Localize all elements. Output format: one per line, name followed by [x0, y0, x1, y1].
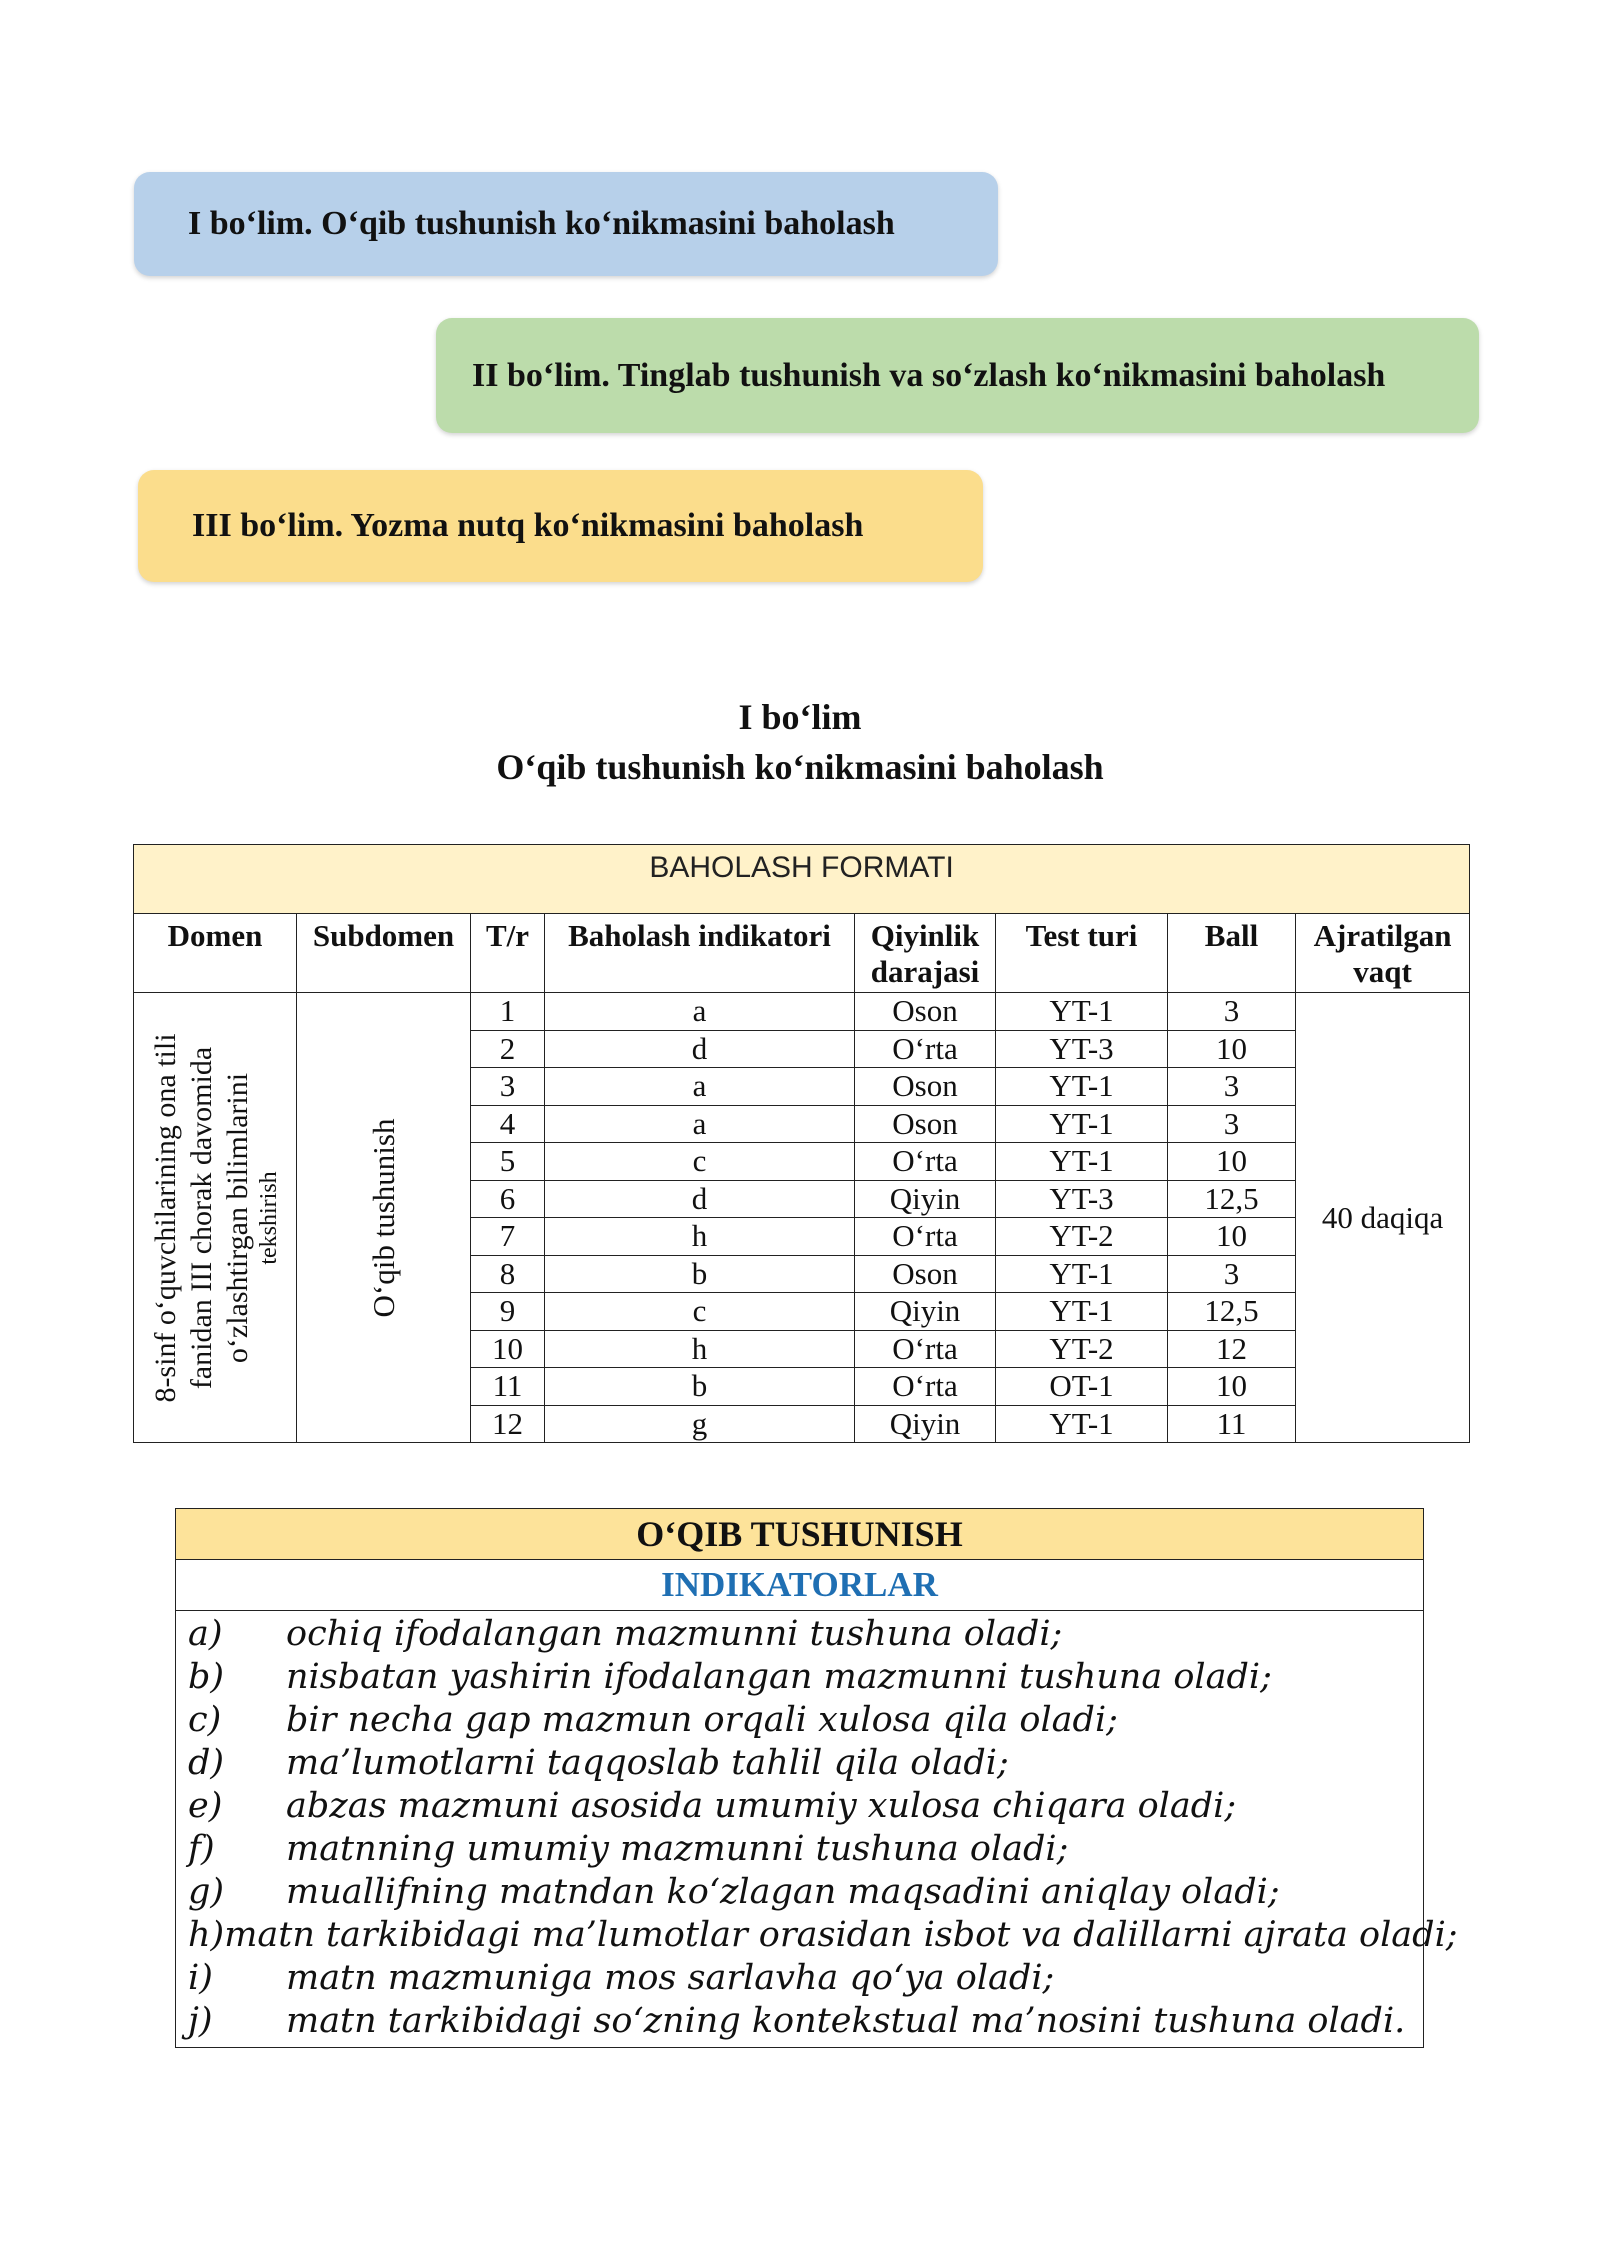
cell-indicator: c	[545, 1143, 855, 1181]
section-two-banner: II bo‘lim. Tinglab tushunish va so‘zlash ko‘nikmasini baholash	[436, 318, 1479, 433]
indicator-letter: i)	[188, 1958, 213, 1998]
cell-ball: 12,5	[1168, 1293, 1296, 1331]
cell-tr: 6	[471, 1180, 545, 1218]
header-indikator: Baholash indikatori	[545, 914, 855, 993]
cell-indicator: b	[545, 1255, 855, 1293]
indicator-item	[176, 1957, 1423, 2000]
time-cell: 40 daqiqa	[1296, 993, 1470, 1443]
indicator-letter: j)	[188, 2001, 213, 2041]
table-row	[134, 993, 1470, 1031]
cell-tr: 5	[471, 1143, 545, 1181]
subdomain-cell	[297, 993, 471, 1443]
indicator-item	[176, 1785, 1423, 1828]
indicator-text: matn mazmuniga mos sarlavha qo‘ya oladi;	[286, 1958, 1055, 1998]
cell-level: O‘rta	[855, 1330, 996, 1368]
cell-tr: 12	[471, 1405, 545, 1443]
cell-tr: 7	[471, 1218, 545, 1256]
header-tr: T/r	[471, 914, 545, 993]
cell-ball: 3	[1168, 1105, 1296, 1143]
indicator-letter: b)	[188, 1657, 225, 1697]
cell-level: Oson	[855, 1105, 996, 1143]
domain-line: 8-sinf o‘quvchilarining ona tili	[149, 1032, 182, 1403]
cell-ball: 10	[1168, 1030, 1296, 1068]
cell-tr: 9	[471, 1293, 545, 1331]
indicator-text: matnning umumiy mazmunni tushuna oladi;	[286, 1829, 1069, 1869]
cell-tr: 10	[471, 1330, 545, 1368]
cell-test-type: YT-3	[996, 1030, 1168, 1068]
cell-ball: 12	[1168, 1330, 1296, 1368]
cell-ball: 10	[1168, 1143, 1296, 1181]
indicators-subtitle: INDIKATORLAR	[176, 1560, 1423, 1611]
cell-ball: 10	[1168, 1368, 1296, 1406]
indicator-item	[176, 2000, 1423, 2043]
cell-test-type: YT-2	[996, 1218, 1168, 1256]
indicator-letter: a)	[188, 1614, 223, 1654]
header-ball: Ball	[1168, 914, 1296, 993]
format-table-body	[134, 993, 1470, 1443]
cell-indicator: a	[545, 1105, 855, 1143]
cell-tr: 11	[471, 1368, 545, 1406]
cell-ball: 3	[1168, 1255, 1296, 1293]
indicator-text: nisbatan yashirin ifodalangan mazmunni tushuna oladi;	[286, 1657, 1272, 1697]
cell-ball: 12,5	[1168, 1180, 1296, 1218]
cell-test-type: YT-1	[996, 1143, 1168, 1181]
indicator-item	[176, 1613, 1423, 1656]
cell-tr: 4	[471, 1105, 545, 1143]
cell-ball: 11	[1168, 1405, 1296, 1443]
cell-indicator: g	[545, 1405, 855, 1443]
cell-test-type: YT-3	[996, 1180, 1168, 1218]
cell-test-type: YT-1	[996, 1255, 1168, 1293]
cell-level: Qiyin	[855, 1180, 996, 1218]
cell-ball: 3	[1168, 993, 1296, 1031]
subdomain-text: O‘qib tushunish	[365, 1118, 401, 1317]
cell-indicator: a	[545, 1068, 855, 1106]
cell-ball: 10	[1168, 1218, 1296, 1256]
indicator-text: muallifning matndan ko‘zlagan maqsadini aniqlay oladi;	[286, 1872, 1280, 1912]
indicator-item	[176, 1699, 1423, 1742]
cell-indicator: c	[545, 1293, 855, 1331]
indicator-item	[176, 1656, 1423, 1699]
indicator-text: bir necha gap mazmun orqali xulosa qila oladi;	[286, 1700, 1118, 1740]
header-qiyinlik-line2: darajasi	[870, 954, 980, 989]
indicator-item	[176, 1914, 1458, 1957]
domain-cell	[134, 993, 297, 1443]
cell-tr: 3	[471, 1068, 545, 1106]
indicator-text: abzas mazmuni asosida umumiy xulosa chiqara oladi;	[286, 1786, 1237, 1826]
domain-line: fanidan III chorak davomida	[185, 1046, 218, 1389]
cell-level: O‘rta	[855, 1143, 996, 1181]
section-one-banner: I bo‘lim. O‘qib tushunish ko‘nikmasini baholash	[134, 172, 998, 276]
cell-indicator: h	[545, 1330, 855, 1368]
cell-test-type: YT-1	[996, 1293, 1168, 1331]
cell-test-type: YT-1	[996, 1105, 1168, 1143]
cell-level: O‘rta	[855, 1218, 996, 1256]
indicator-text: ochiq ifodalangan mazmunni tushuna oladi;	[286, 1614, 1063, 1654]
indicators-box	[175, 1508, 1458, 2048]
cell-test-type: OT-1	[996, 1368, 1168, 1406]
indicator-text: matn tarkibidagi so‘zning kontekstual ma’nosini tushuna oladi.	[286, 2001, 1406, 2041]
cell-tr: 1	[471, 993, 545, 1031]
cell-indicator: a	[545, 993, 855, 1031]
header-subdomen: Subdomen	[297, 914, 471, 993]
cell-tr: 8	[471, 1255, 545, 1293]
section-three-banner: III bo‘lim. Yozma nutq ko‘nikmasini baholash	[138, 470, 983, 582]
section-subtitle: O‘qib tushunish ko‘nikmasini baholash	[496, 747, 1104, 787]
header-vaqt	[1296, 914, 1470, 993]
indicator-letter: h)	[188, 1915, 225, 1955]
indicator-item	[176, 1871, 1423, 1914]
cell-level: O‘rta	[855, 1368, 996, 1406]
indicator-text: ma’lumotlarni taqqoslab tahlil qila oladi;	[286, 1743, 1009, 1783]
cell-level: Oson	[855, 1068, 996, 1106]
cell-level: O‘rta	[855, 1030, 996, 1068]
cell-level: Qiyin	[855, 1293, 996, 1331]
header-domen: Domen	[134, 914, 297, 993]
indicators-title: O‘QIB TUSHUNISH	[176, 1509, 1423, 1560]
indicator-letter: d)	[188, 1743, 225, 1783]
cell-indicator: b	[545, 1368, 855, 1406]
header-test: Test turi	[996, 914, 1168, 993]
cell-indicator: d	[545, 1180, 855, 1218]
header-vaqt-line2: vaqt	[1353, 954, 1412, 989]
indicator-text: matn tarkibidagi ma’lumotlar orasidan isbot va dalillarni ajrata oladi;	[224, 1915, 1458, 1955]
cell-test-type: YT-1	[996, 1405, 1168, 1443]
domain-line: tekshirish	[256, 1170, 282, 1265]
table-caption: BAHOLASH FORMATI	[134, 845, 1470, 914]
cell-indicator: h	[545, 1218, 855, 1256]
cell-level: Qiyin	[855, 1405, 996, 1443]
cell-level: Oson	[855, 993, 996, 1031]
header-qiyinlik	[855, 914, 996, 993]
indicator-item	[176, 1828, 1423, 1871]
cell-test-type: YT-2	[996, 1330, 1168, 1368]
domain-line: o‘zlashtirgan bilimlarini	[221, 1072, 254, 1363]
section-title: I bo‘lim	[738, 697, 862, 737]
header-vaqt-line1: Ajratilgan	[1313, 918, 1452, 953]
indicator-letter: g)	[188, 1872, 225, 1912]
indicator-letter: e)	[188, 1786, 223, 1826]
cell-indicator: d	[545, 1030, 855, 1068]
cell-level: Oson	[855, 1255, 996, 1293]
indicator-letter: c)	[188, 1700, 222, 1740]
cell-tr: 2	[471, 1030, 545, 1068]
cell-test-type: YT-1	[996, 1068, 1168, 1106]
domain-text	[148, 1033, 282, 1402]
header-qiyinlik-line1: Qiyinlik	[870, 918, 980, 953]
indicator-letter: f)	[188, 1829, 215, 1869]
assessment-format-table	[133, 844, 1470, 1443]
cell-ball: 3	[1168, 1068, 1296, 1106]
indicators-list	[176, 1611, 1458, 2047]
cell-test-type: YT-1	[996, 993, 1168, 1031]
indicator-item	[176, 1742, 1423, 1785]
